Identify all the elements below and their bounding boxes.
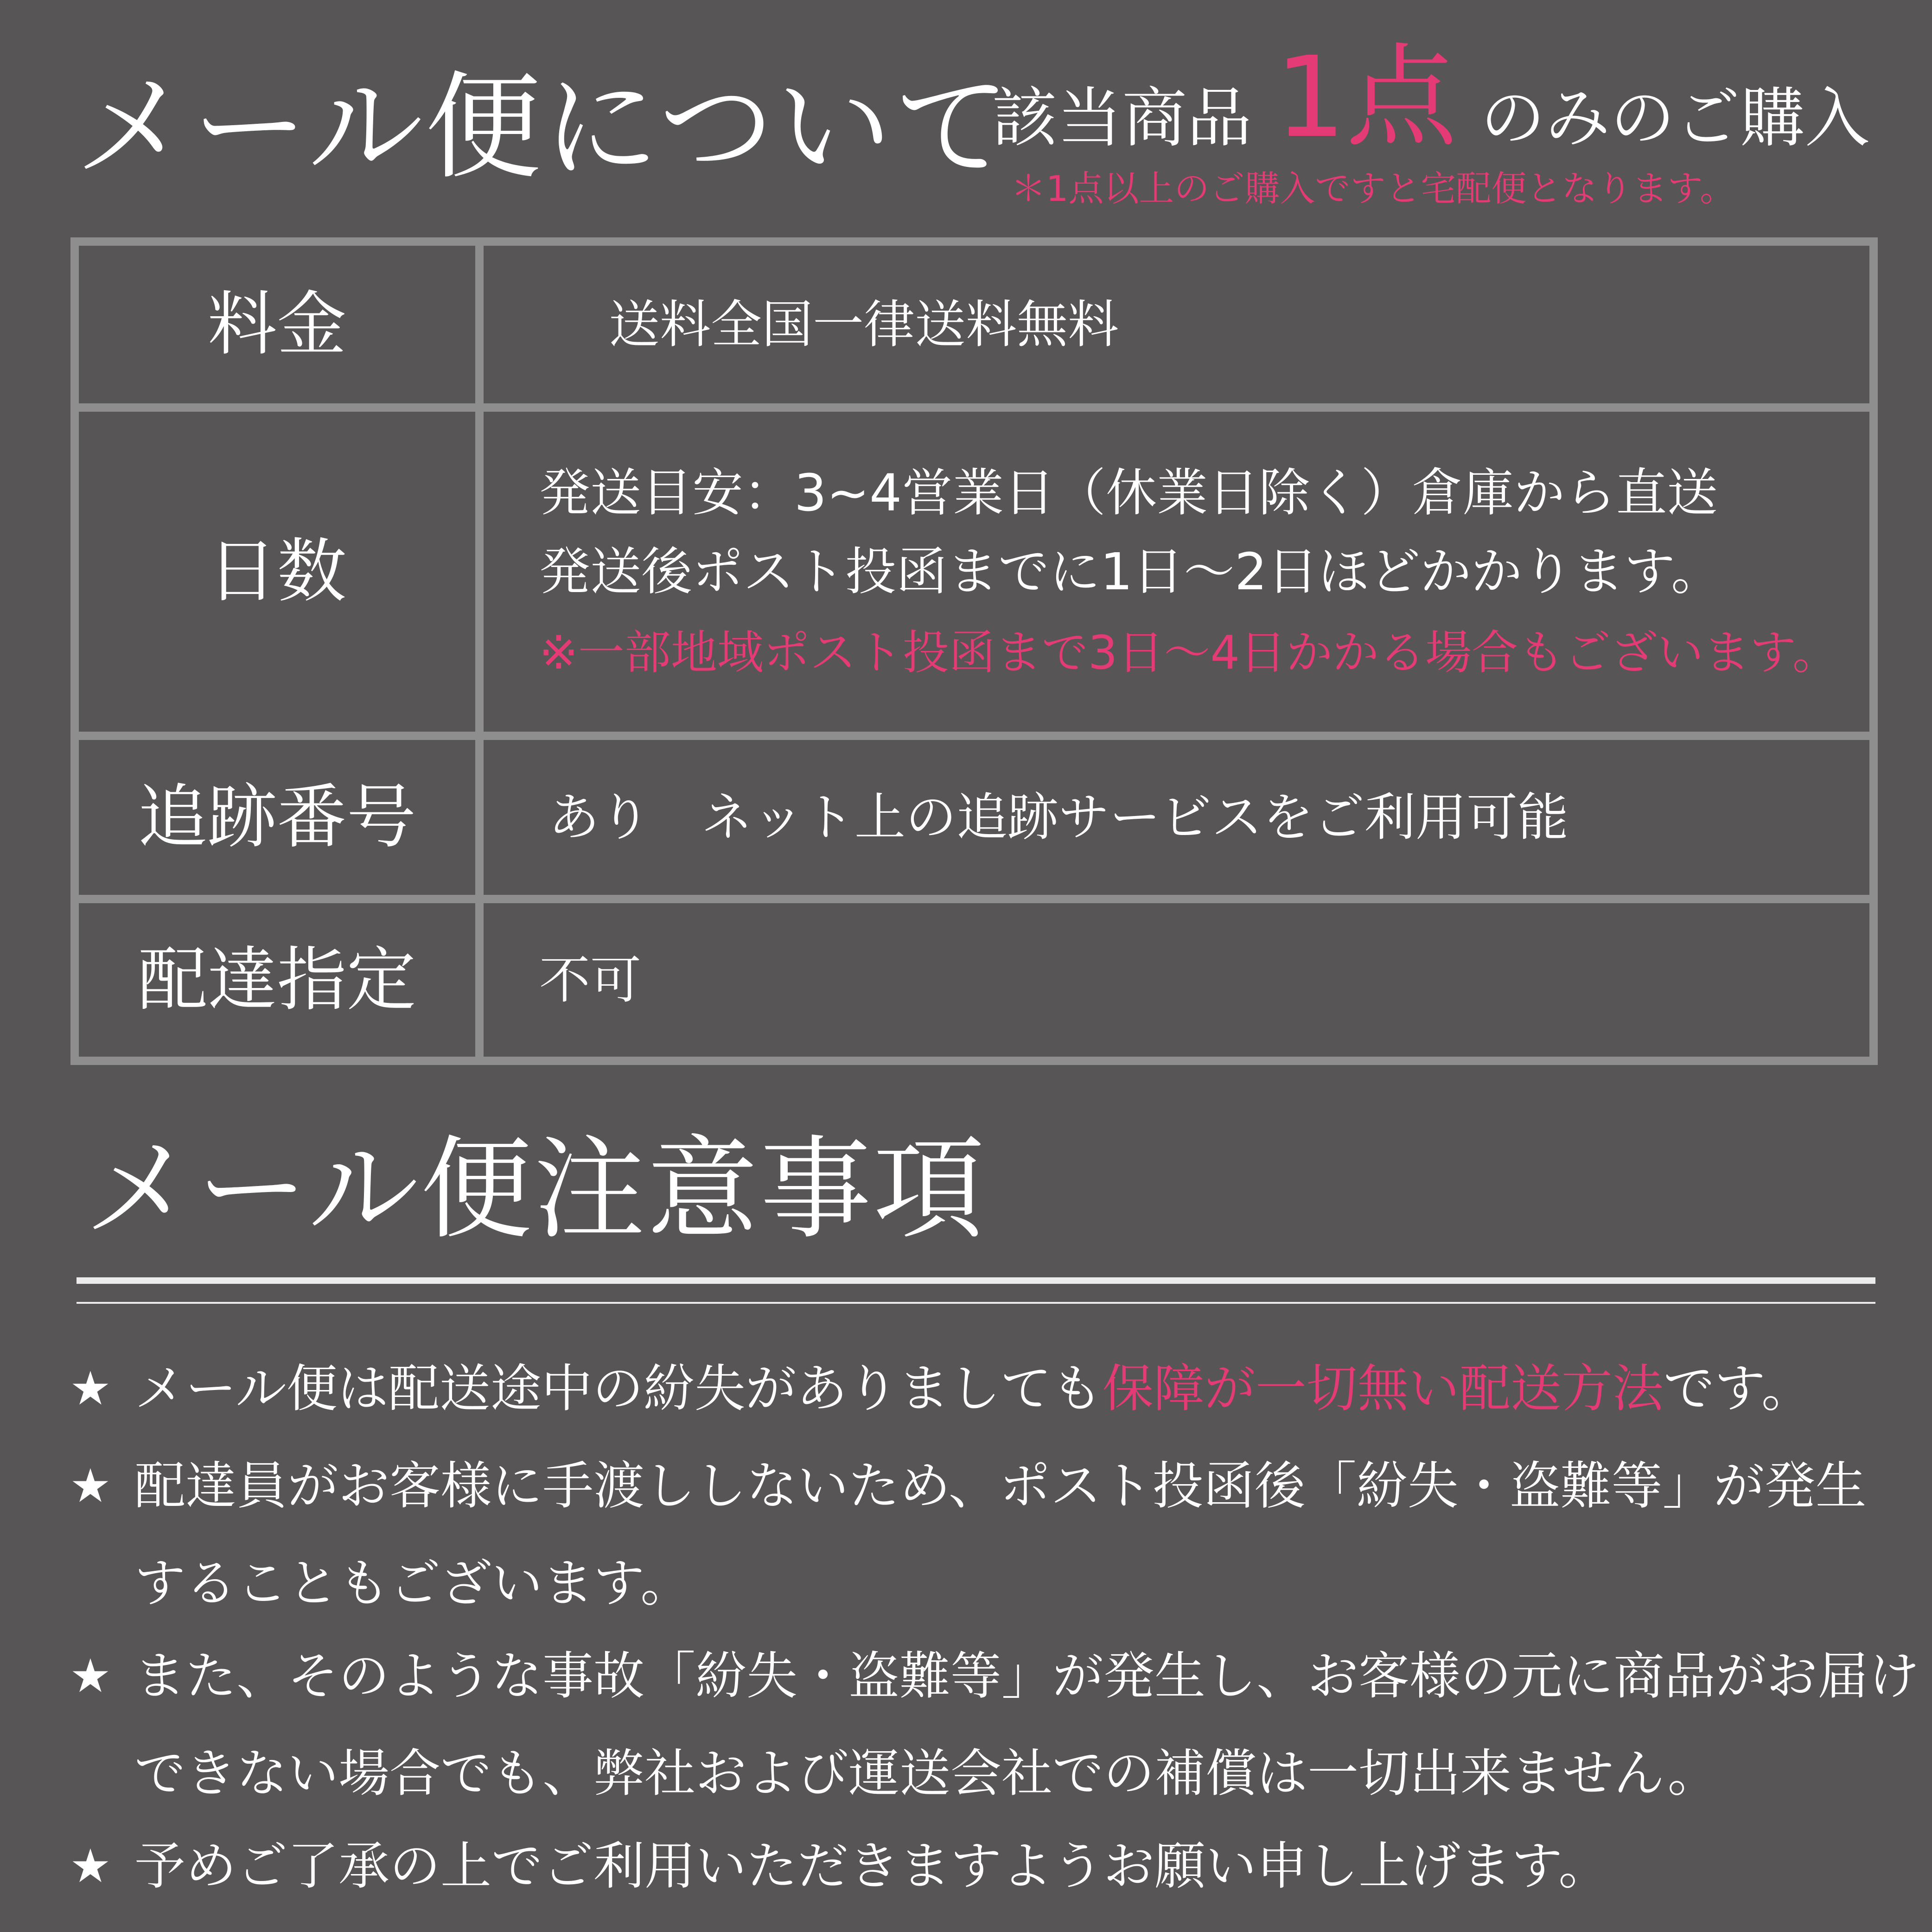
note-highlight: 保障が一切無い配送方法: [1102, 1359, 1664, 1418]
row-label: 日数: [207, 531, 347, 612]
section-divider-thick: [77, 1277, 1875, 1284]
page-title: メール便について: [74, 60, 1012, 195]
purchase-note: ＊1点以上のご購入ですと宅配便となります。: [1011, 168, 1735, 209]
row-value-line: 不可: [539, 950, 641, 1010]
row-value: [484, 412, 1869, 732]
table-row-tracking: [79, 740, 1869, 895]
note-text: することもございます。: [134, 1554, 692, 1613]
note-text: できない場合でも、弊社および運送会社での補償は一切出来ません。: [134, 1744, 1719, 1803]
row-value: [484, 740, 1869, 895]
table-row-fee: [79, 246, 1869, 403]
note-text: 配達員がお客様に手渡ししないため、ポスト投函後「紛失・盗難等」が発生: [134, 1456, 1867, 1516]
shipping-info-table: [70, 237, 1878, 1065]
row-value: [484, 246, 1869, 403]
row-value: [484, 903, 1869, 1057]
notes-section-title: メール便注意事項: [83, 1124, 987, 1254]
row-value-line: 送料全国一律送料無料: [609, 295, 1119, 354]
note-text: メール便は配送途中の紛失がありましても: [134, 1359, 1103, 1418]
row-value-line: あり ネット上の追跡サービスをご利用可能: [548, 788, 1569, 847]
star-icon: ★: [70, 1649, 111, 1703]
purchase-condition: [992, 32, 1870, 211]
note-text: また、そのような事故「紛失・盗難等」が発生し、お客様の元に商品がお届け: [134, 1646, 1919, 1706]
table-row-divider: [79, 732, 1869, 740]
row-value-line: 発送後ポスト投函までに1日〜2日ほどかかります。: [539, 542, 1722, 601]
star-icon: ★: [70, 1459, 111, 1513]
section-divider-thin: [77, 1302, 1875, 1304]
row-label: 料金: [207, 284, 347, 365]
row-label: 追跡番号: [138, 777, 416, 858]
item-count: 1点: [1275, 32, 1457, 162]
table-row-delivery-designation: [79, 903, 1869, 1057]
table-row-divider: [79, 895, 1869, 903]
row-value-line: 発送目安：3~4営業日（休業日除く）倉庫から直送: [539, 463, 1718, 523]
row-value-note: ※一部地域ポスト投函まで3日〜4日かかる場合もございます。: [539, 625, 1839, 680]
table-row-divider: [79, 403, 1869, 412]
item-label: 該当商品: [992, 81, 1252, 156]
note-text: 予めご了承の上でご利用いただきますようお願い申し上げます。: [134, 1836, 1610, 1896]
item-suffix: のみのご購入: [1480, 81, 1870, 156]
table-row-days: [79, 412, 1869, 732]
star-icon: ★: [70, 1361, 111, 1416]
star-icon: ★: [70, 1839, 111, 1893]
row-label: 配達指定: [138, 939, 416, 1020]
note-text: です。: [1663, 1359, 1813, 1418]
